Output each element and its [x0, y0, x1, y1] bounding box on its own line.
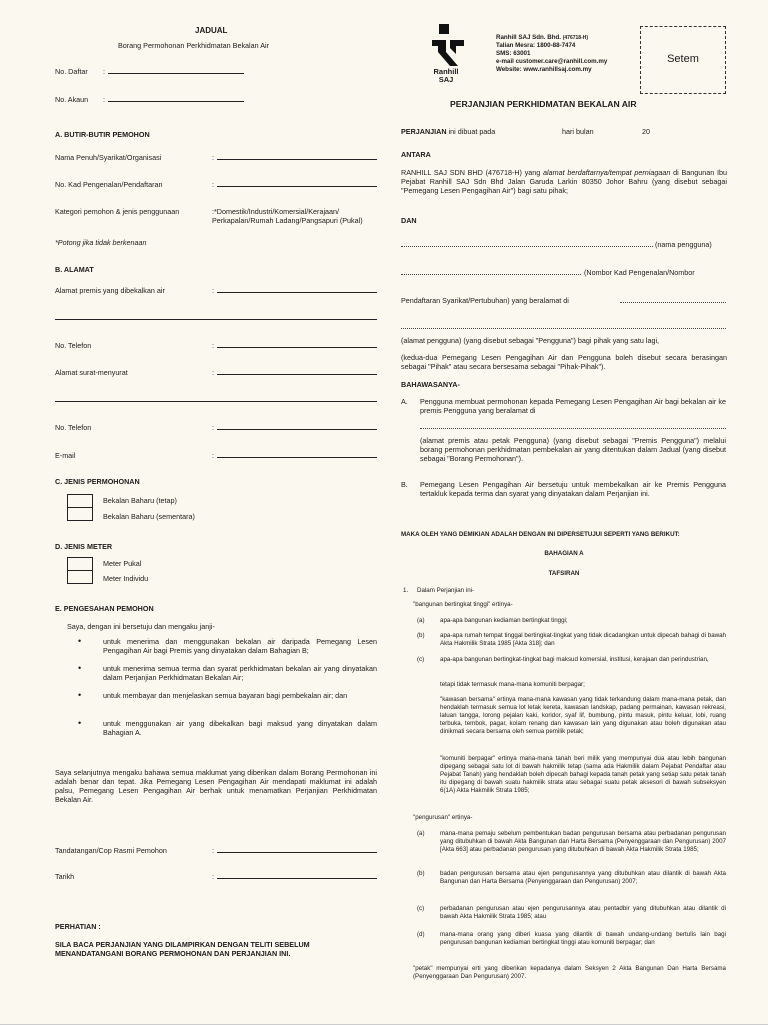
- def-text: mana-mana pemaju sebelum pembentukan badan pengurusan bersama atau perbadanan pengurusan yang ditubuhkan di bawah Akta Bangunan dan Harta Bersama (Penyenggaraan dan Pengurusan) 2007 [Akta 663] atau perbadanan pengurusan yang ditubuhkan di bawah Akta Hakmilik Strata 1985;: [440, 830, 726, 853]
- tarikh-label: Tarikh: [55, 872, 75, 881]
- def-key: (a): [417, 830, 425, 837]
- alamat-premis-label: Alamat premis yang dibekalkan air: [55, 286, 165, 295]
- perjanjian-label: PERJANJIAN: [401, 127, 447, 136]
- kad-label: No. Kad Pengenalan/Pendaftaran: [55, 180, 163, 189]
- item-1-number: 1.: [403, 587, 409, 594]
- e-item: untuk menerima dan menggunakan bekalan air daripada Pemegang Lesen Pengagihan Air bagi Premis yang dinyatakan dalam Bahagian B;: [103, 637, 377, 655]
- jenis-meter-checkbox[interactable]: [67, 557, 93, 584]
- def-text: perbadanan pengurusan atau ejen pengurusannya atau pentadbir yang ditubuhkan atau dilantik di bawah Akta Hakmilik Strata 1985; atau: [440, 905, 726, 920]
- hari-bulan: hari bulan: [562, 127, 594, 136]
- email-field[interactable]: [217, 457, 377, 458]
- d-option-pukal: Meter Pukal: [103, 559, 142, 568]
- sms-number: SMS: 63001: [496, 50, 531, 57]
- alamat-pengguna-field[interactable]: [401, 328, 726, 329]
- nama-label: Nama Penuh/Syarikat/Organisasi: [55, 153, 162, 162]
- def-text: apa-apa bangunan bertingkat-tingkat bagi maksud komersial, institusi, kerajaan dan perindustrian,: [440, 656, 709, 663]
- form-page: JADUAL Borang Permohonan Perkhidmatan Bekalan Air No. Daftar : No. Akaun : A. BUTIR-BUTIR PEMOHON Nama Penuh/Syarikat/Organisasi : No. Kad Pengenalan/Pendaftaran : Kategori pemohon & jenis penggunaan :*Domestik/Industri/Komersial/Kerajaan/ Perkapalan/Rumah Ladang/Pangsapuri (Pukal) *Potong jika tidak berkenaan B. ALAMAT Alamat premis yang dibekalkan air : No. Telefon : Alamat surat-menyurat : No. Telefon : E-mail : C. JENIS PERMOHONAN Bekalan Baharu (tetap) Bekalan Baharu (sementara) D. JENIS METER Meter Pukal Meter Individu E. PENGESAHAN PEMOHON Saya, dengan ini bersetuju dan mengaku janji- • untuk menerima dan menggunakan bekalan air daripada Pemegang Lesen Pengagihan Air bagi Premis yang dinyatakan dalam Bahagian B; • untuk menerima semua terma dan syarat perkhidmatan bekalan air yang dinyatakan dalam Perjanjian Perkhidmatan Bekalan Air; • untuk membayar dan menjelaskan semua bayaran bagi pembekalan air; dan • untuk menggunakan air yang dibekalkan bagi maksud yang dinyatakan dalam Bahagian A. Saya selanjutnya mengaku bahawa semua maklumat yang diberikan dalam Borang Permohonan ini adalah benar dan tepat. Jika Pemegang Lesen Pengagihan Air mendapati maklumat ini adalah palsu, Pemegang Lesen Pengagihan Air berhak untuk menamatkan Perjanjian Perkhidmatan Bekalan Air. Tandatangan/Cop Rasmi Pemohon : Tarikh : PERHATIAN : SILA BACA PERJANJIAN YANG DILAMPIRKAN DENGAN TELITI SEBELUM MENANDATANGANI BORANG PERMOHONAN DAN PERJANJIAN INI. Ranhill SAJ Ranhill SAJ Sdn. Bhd. (476718-H) Talian Mesra: 1800-88-7474 SMS: 63001 e-mail customer.care@ranhill.com.my Website: www.ranhillsaj.com.my Setem PERJANJIAN PERKHIDMATAN BEKALAN AIR PERJANJIAN ini dibuat pada hari bulan 20 ANTARA RANHILL SAJ SDN BHD (476718-H) yang alamat berdaftarnya/tempat perniagaan di Bangunan Ibu Pejabat Ranhill SAJ Sdn Bhd Jalan Garuda Larkin 80350 Johor Bahru (yang disebut sebagai "Pemegang Lesen Pengagihan Air") bagi satu pihak; DAN (nama pengguna) (Nombor Kad Pengenalan/Nombor Pendaftaran Syarikat/Pertubuhan) yang beralamat di (alamat pengguna) (yang disebut sebagai "Pengguna") bagi pihak yang satu lagi, (kedua-dua Pemegang Lesen Pengagihan Air dan Pengguna boleh disebut secara berasingan sebagai "Pihak" atau secara bersesama sebagai "Pihak-Pihak"). BAHAWASANYA- A. Pengguna membuat permohonan kepada Pemegang Lesen Pengagihan Air bagi bekalan air ke premis Pengguna yang beralamat di (alamat premis atau petak Pengguna) (yang disebut sebagai "Premis Pengguna") melalui borang permohonan perkhidmatan pembekalan air yang ditentukan dalam Jadual (yang disebut sebagai "Borang Permohonan"). B. Pemegang Lesen Pengagihan Air bersetuju untuk membekalkan air ke Premis Pengguna tertakluk kepada terma dan syarat yang dinyatakan dalam Perjanjian ini. MAKA OLEH YANG DEMIKIAN ADALAH DENGAN INI DIPERSETUJUI SEPERTI YANG BERIKUT: BAHAGIAN A TAFSIRAN 1. Dalam Perjanjian ini- "bangunan bertingkat tinggi" ertinya- (a) apa-apa bangunan kediaman bertingkat tinggi; (b) apa-apa rumah tempat tinggal bertingkat-tingkat yang tidak dicadangkan untuk dipecah bahagi di bawah Akta Hakmilik Strata 1985 [Akta 318]; dan (c) apa-apa bangunan bertingkat-tingkat bagi maksud komersial, institusi, kerajaan dan perindustrian, tetapi tidak termasuk mana-mana komuniti berpagar; "kawasan bersama" ertinya mana-mana kawasan yang tidak terkandung dalam mana-mana petak, dan hendaklah termasuk semua lot letak kereta, kawasan landskap, padang permainan, kawasan rekreasi, laluan tangga, lorong pejalan kaki, koridor, syaf lif, bumbung, pintu masuk, pintu keluar, lobi, ruang terbuka, tembok, pagar, kolam renang dan kawasan lain yang digunakan atau boleh digunakan atau dinikmati secara bersama oleh semua pemilik petak; "komuniti berpagar" ertinya mana-mana tanah beri milik yang mempunyai dua atau lebih bangunan dipegang sebagai satu lot di bawah hakmilik tetap (sama ada Hakmilik dalam Pejabat Pendaftar atau Pejabat Tanah) yang hendaklah boleh dipecah bahagi kepada tanah petak yang setiap satu petak tanah itu dipegang di bawah suatu hakmilik strata atau sebagai suatu petak aksesori di bawah subseksyen 6(1A) Akta Hakmilik Strata 1985; "pengurusan" ertinya- (a) mana-mana pemaju sebelum pembentukan badan pengurusan bersama atau perbadanan pengurusan yang ditubuhkan di bawah Akta Bangunan dan Harta Bersama (Penyenggaraan dan Pengurusan) 2007 [Akta 663] atau perbadanan pengurusan yang ditubuhkan di bawah Akta Hakmilik Strata 1985; (b) badan pengurusan bersama atau ejen pengurusannya yang ditubuhkan atau dilantik di bawah Akta Bangunan dan Harta Bersama (Penyenggaraan dan Pengurusan) 2007; (c) perbadanan pengurusan atau ejen pengurusannya atau pentadbir yang ditubuhkan atau dilantik di bawah Akta Hakmilik Strata 1985; atau (d) mana-mana orang yang diberi kuasa yang dilantik di bawah undang-undang bertulis lain bagi pengurusan bangunan kediaman bertingkat tinggi atau komuniti berpagar; dan "petak" mempunyai erti yang diberikan kepadanya dalam Seksyen 2 Akta Bangunan Dan Harta Bersama (Penyenggaraan Dan Pengurusan) 2007.: [0, 0, 768, 1025]
- beralamat-field[interactable]: [620, 302, 726, 303]
- section-b-heading: B. ALAMAT: [55, 265, 94, 274]
- nama-pengguna-label: (nama pengguna): [655, 240, 712, 249]
- stamp-box: [640, 26, 726, 94]
- item-1-text: Dalam Perjanjian ini-: [417, 587, 475, 594]
- nama-field[interactable]: [217, 159, 377, 160]
- e-intro: Saya, dengan ini bersetuju dan mengaku janji-: [67, 622, 215, 631]
- no-telefon2-label: No. Telefon: [55, 423, 92, 432]
- section-a-heading: A. BUTIR-BUTIR PEMOHON: [55, 130, 150, 139]
- recital-a-text2: (alamat premis atau petak Pengguna) (yang disebut sebagai "Premis Pengguna") melalui borang permohonan perkhidmatan pembekalan air yang ditentukan dalam Jadual (yang disebut sebagai "Borang Permohonan").: [420, 436, 726, 463]
- recital-b-text: Pemegang Lesen Pengagihan Air bersetuju untuk membekalkan air ke Premis Pengguna tertakluk kepada terma dan syarat yang dinyatakan dalam Perjanjian ini.: [420, 480, 726, 498]
- tetapi-clause: tetapi tidak termasuk mana-mana komuniti berpagar;: [440, 681, 585, 688]
- kad-field[interactable]: [217, 186, 377, 187]
- maka-clause: MAKA OLEH YANG DEMIKIAN ADALAH DENGAN INI DIPERSETUJUI SEPERTI YANG BERIKUT:: [401, 531, 680, 538]
- def-text: apa-apa bangunan kediaman bertingkat tinggi;: [440, 617, 568, 624]
- kedua-dua-para: (kedua-dua Pemegang Lesen Pengagihan Air dan Pengguna boleh disebut secara berasingan sebagai "Pihak" atau secara bersesama sebagai "Pihak-Pihak").: [401, 353, 727, 371]
- no-akaun-field[interactable]: [108, 101, 244, 102]
- schedule-subtitle: Borang Permohonan Perkhidmatan Bekalan Air: [118, 41, 270, 50]
- tarikh-field[interactable]: [217, 878, 377, 879]
- pendaftaran-label: Pendaftaran Syarikat/Pertubuhan) yang beralamat di: [401, 296, 569, 305]
- e-item: untuk membayar dan menjelaskan semua bayaran bagi pembekalan air; dan: [103, 691, 348, 700]
- perjanjian-date-text: ini dibuat pada: [448, 127, 496, 136]
- komuniti-definition: "komuniti berpagar" ertinya mana-mana tanah beri milik yang mempunyai dua atau lebih bangunan dipegang sebagai satu lot di bawah hakmilik tetap (sama ada Hakmilik dalam Pejabat Pendaftar atau Pejabat Tanah) yang hendaklah boleh dipecah bahagi kepada tanah petak yang setiap satu petak tanah itu dipegang di bawah suatu hakmilik strata atau sebagai suatu petak aksesori di bawah subseksyen 6(1A) Akta Hakmilik Strata 1985;: [440, 755, 726, 794]
- no-telefon-label: No. Telefon: [55, 341, 92, 350]
- alamat-premis-field[interactable]: [420, 428, 726, 429]
- alamat-surat-field[interactable]: [217, 374, 377, 375]
- stamp-label: Setem: [667, 53, 699, 65]
- alamat-pengguna-label: (alamat pengguna) (yang disebut sebagai "Pengguna") bagi pihak yang satu lagi,: [401, 336, 660, 345]
- def-key: (a): [417, 617, 425, 624]
- bangunan-definition: "bangunan bertingkat tinggi" ertinya-: [413, 601, 513, 608]
- def-text: mana-mana orang yang diberi kuasa yang dilantik di bawah undang-undang bertulis lain bagi pengurusan bangunan kediaman bertingkat tinggi atau komuniti berpagar; dan: [440, 931, 726, 946]
- talian-mesra: Talian Mesra: 1800-88-7474: [496, 42, 576, 49]
- nama-pengguna-field[interactable]: [401, 246, 653, 247]
- ranhill-party: RANHILL SAJ SDN BHD (476718-H) yang alamat berdaftarnya/tempat perniagaan di Bangunan Ibu Pejabat Ranhill SAJ Sdn Bhd Jalan Garuda Larkin 80350 Johor Bahru (yang disebut sebagai "Pemegang Lesen Pengagihan Air") bagi satu pihak;: [401, 168, 727, 195]
- bahagian-a: BAHAGIAN A: [544, 550, 584, 557]
- agreement-title: PERJANJIAN PERKHIDMATAN BEKALAN AIR: [450, 99, 637, 109]
- bahawasanya-heading: BAHAWASANYA-: [401, 380, 460, 389]
- section-e-heading: E. PENGESAHAN PEMOHON: [55, 604, 154, 613]
- website: Website: www.ranhillsaj.com.my: [496, 66, 592, 73]
- kawasan-definition: "kawasan bersama" ertinya mana-mana kawasan yang tidak terkandung dalam mana-mana petak, dan hendaklah termasuk semua lot letak kereta, kawasan landskap, padang permainan, kawasan rekreasi, laluan tangga, lorong pejalan kaki, koridor, syaf lif, bumbung, pintu masuk, pintu keluar, lobi, ruang terbuka, tembok, pagar, kolam renang dan kawasan lain yang digunakan atau boleh digunakan atau dinikmati secara bersama oleh semua pemilik petak;: [440, 696, 726, 735]
- alamat-premis-line2[interactable]: [55, 319, 377, 320]
- year-prefix: 20: [642, 127, 650, 136]
- recital-a-label: A.: [401, 397, 408, 406]
- jenis-permohonan-checkbox[interactable]: [67, 494, 93, 521]
- company-name: Ranhill SAJ Sdn. Bhd.: [496, 34, 561, 41]
- def-key: (c): [417, 656, 425, 663]
- e-item: untuk menggunakan air yang dibekalkan bagi maksud yang dinyatakan dalam Bahagian A.: [103, 719, 377, 737]
- def-text: apa-apa rumah tempat tinggal bertingkat-tingkat yang tidak dicadangkan untuk dipecah bahagi di bawah Akta Hakmilik Strata 1985 [Akta 318]; dan: [440, 632, 726, 647]
- potong-note: *Potong jika tidak berkenaan: [55, 238, 147, 247]
- no-daftar-field[interactable]: [108, 73, 244, 74]
- schedule-title: JADUAL: [195, 26, 228, 35]
- def-key: (b): [417, 870, 425, 877]
- tafsiran: TAFSIRAN: [548, 570, 580, 577]
- c-option-sementara: Bekalan Baharu (sementara): [103, 512, 195, 521]
- def-key: (b): [417, 632, 425, 639]
- no-telefon-field[interactable]: [217, 347, 377, 348]
- kategori-value: :*Domestik/Industri/Komersial/Kerajaan/ Perkapalan/Rumah Ladang/Pangsapuri (Pukal): [212, 207, 363, 225]
- recital-b-label: B.: [401, 480, 408, 489]
- alamat-premis-field[interactable]: [217, 292, 377, 293]
- pengurusan-definition: "pengurusan" ertinya-: [413, 814, 473, 821]
- nombor-kad-label: (Nombor Kad Pengenalan/Nombor: [584, 268, 695, 277]
- section-d-heading: D. JENIS METER: [55, 542, 113, 551]
- def-key: (d): [417, 931, 425, 938]
- e-declaration: Saya selanjutnya mengaku bahawa semua maklumat yang diberikan dalam Borang Permohonan ini adalah benar dan tepat. Jika Pemegang Lesen Pengagihan Air mendapati maklumat ini adalah palsu, Pemegang Lesen Pengagihan Air berhak untuk menamatkan Perjanjian Perkhidmatan Bekalan Air.: [55, 768, 377, 804]
- d-option-individu: Meter Individu: [103, 574, 149, 583]
- alamat-surat-line2[interactable]: [55, 401, 377, 402]
- petak-definition: "petak" mempunyai erti yang diberikan kepadanya dalam Seksyen 2 Akta Bangunan Dan Harta Bersama (Penyenggaraan Dan Pengurusan) 2007.: [413, 965, 726, 980]
- customer-email: e-mail customer.care@ranhill.com.my: [496, 58, 608, 65]
- e-item: untuk menerima semua terma dan syarat perkhidmatan bekalan air yang dinyatakan dalam Perjanjian Perkhidmatan Bekalan Air;: [103, 664, 377, 682]
- def-key: (c): [417, 905, 425, 912]
- c-option-tetap: Bekalan Baharu (tetap): [103, 496, 177, 505]
- logo-wordmark: Ranhill SAJ: [433, 67, 459, 84]
- perhatian-text: SILA BACA PERJANJIAN YANG DILAMPIRKAN DENGAN TELITI SEBELUM MENANDATANGANI BORANG PERMOHONAN DAN PERJANJIAN INI.: [55, 940, 310, 958]
- dan-heading: DAN: [401, 216, 417, 225]
- ranhill-saj-logo: [428, 22, 470, 68]
- company-reg: (476718-H): [562, 35, 589, 41]
- perhatian-heading: PERHATIAN :: [55, 922, 101, 931]
- def-text: badan pengurusan bersama atau ejen pengurusannya yang ditubuhkan atau dilantik di bawah Akta Bangunan dan Harta Bersama (Penyenggaraan dan Pengurusan) 2007;: [440, 870, 726, 885]
- recital-a-text: Pengguna membuat permohonan kepada Pemegang Lesen Pengagihan Air bagi bekalan air ke premis Pengguna yang beralamat di: [420, 397, 726, 415]
- tandatangan-field[interactable]: [217, 852, 377, 853]
- no-daftar-label: No. Daftar: [55, 67, 88, 76]
- section-c-heading: C. JENIS PERMOHONAN: [55, 477, 140, 486]
- email-label: E-mail: [55, 451, 76, 460]
- alamat-surat-label: Alamat surat-menyurat: [55, 368, 128, 377]
- antara-heading: ANTARA: [401, 150, 431, 159]
- kategori-label: Kategori pemohon & jenis penggunaan: [55, 207, 180, 216]
- nombor-kad-field[interactable]: [401, 274, 581, 275]
- tandatangan-label: Tandatangan/Cop Rasmi Pemohon: [55, 846, 167, 855]
- no-telefon2-field[interactable]: [217, 429, 377, 430]
- no-akaun-label: No. Akaun: [55, 95, 89, 104]
